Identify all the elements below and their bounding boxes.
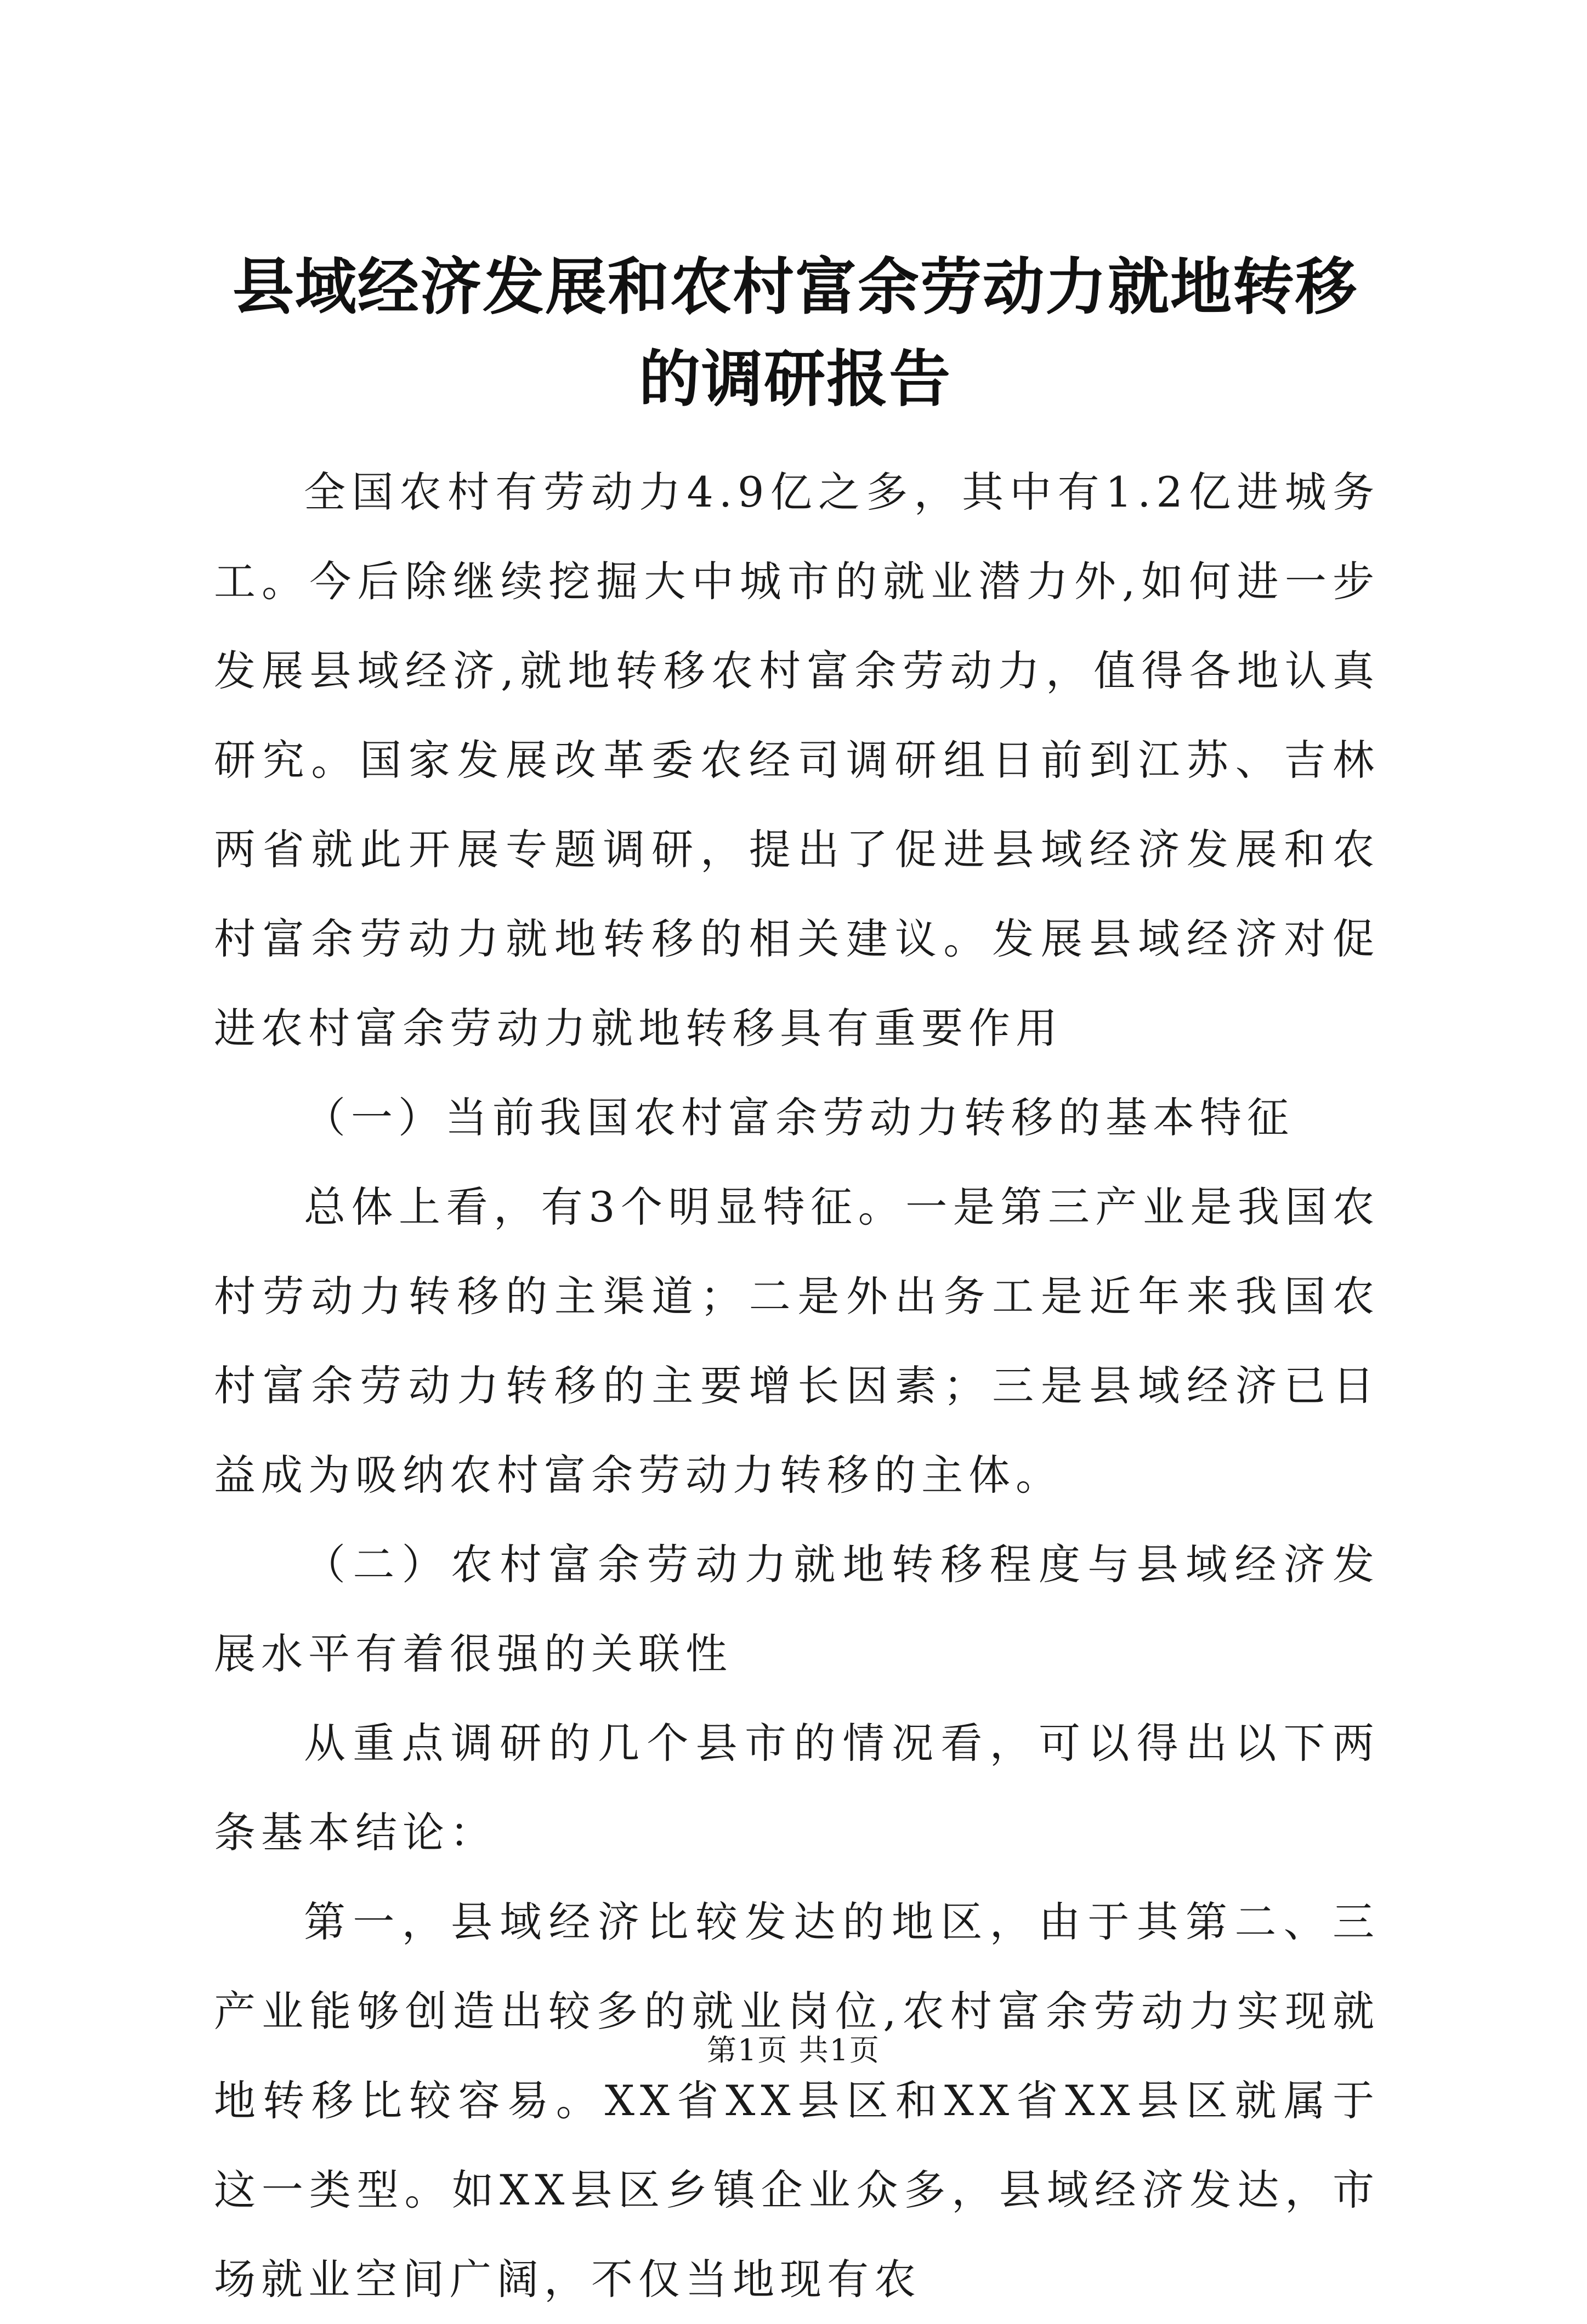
section-heading-2: （二）农村富余劳动力就地转移程度与县域经济发展水平有着很强的关联性 [214,1540,1380,1678]
paragraph-features: 总体上看，有3个明显特征。一是第三产业是我国农村劳动力转移的主渠道；二是外出务工是近年来我国农村富余劳动力转移的主要增长因素；三是县域经济已日益成为吸纳农村富余劳动力转移的主体。 [214,1183,1380,1499]
paragraph-intro: 全国农村有劳动力4.9亿之多，其中有1.2亿进城务工。今后除继续挖掘大中城市的就业潜力外,如何进一步发展县域经济,就地转移农村富余劳动力，值得各地认真研究。国家发展改革委农经司调研组日前到江苏、吉林两省就此开展专题调研，提出了促进县域经济发展和农村富余劳动力就地转移的相关建议。发展县域经济对促进农村富余劳动力就地转移具有重要作用 [214,468,1380,1053]
paragraph-conclusions-intro: 从重点调研的几个县市的情况看，可以得出以下两条基本结论： [214,1719,1380,1857]
paragraph-first-conclusion: 第一，县域经济比较发达的地区，由于其第二、三产业能够创造出较多的就业岗位,农村富余劳动力实现就地转移比较容易。XX省XX县区和XX省XX县区就属于这一类型。如XX县区乡镇企业众多，县域经济发达，市场就业空间广阔，不仅当地现有农 [214,1897,1380,2304]
document-title: 县域经济发展和农村富余劳动力就地转移的调研报告 [233,251,1358,415]
section-heading-1: （一）当前我国农村富余劳动力转移的基本特征 [304,1093,1294,1142]
page-footer: 第1页 共1页 [707,2033,880,2067]
